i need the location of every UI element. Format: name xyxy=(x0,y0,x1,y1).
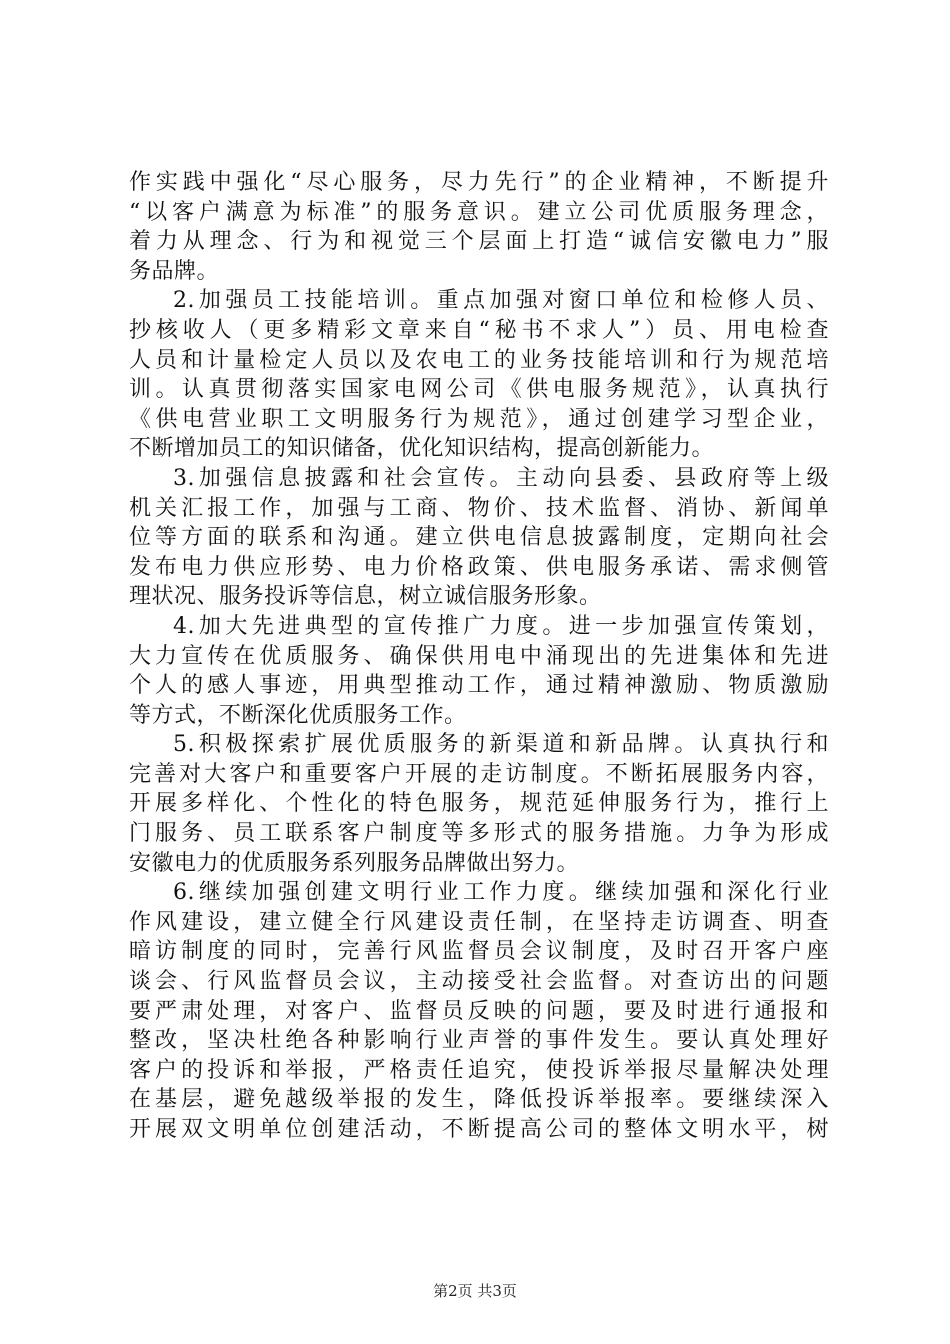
text-line: 作风建设，建立健全行风建设责任制，在坚持走访调查、明查 xyxy=(129,909,829,935)
text-line: 要严肃处理，对客户、监督员反映的问题，要及时进行通报和 xyxy=(129,998,829,1024)
text-line: 4.加大先进典型的宣传推广力度。进一步加强宣传策划， xyxy=(173,613,829,639)
text-line: 机关汇报工作，加强与工商、物价、技术监督、消协、新闻单 xyxy=(129,495,829,521)
text-line: 训。认真贯彻落实国家电网公司《供电服务规范》，认真执行 xyxy=(129,377,829,403)
text-line: 个人的感人事迹，用典型推动工作，通过精神激励、物质激励 xyxy=(129,673,829,699)
text-line: 开展多样化、个性化的特色服务，规范延伸服务行为，推行上 xyxy=(129,791,829,817)
text-line: 谈会、行风监督员会议，主动接受社会监督。对查访出的问题 xyxy=(129,969,829,995)
text-line: 人员和计量检定人员以及农电工的业务技能培训和行为规范培 xyxy=(129,347,829,373)
document-body xyxy=(129,168,829,1145)
text-line: 着力从理念、行为和视觉三个层面上打造“诚信安徽电力”服 xyxy=(129,229,829,255)
text-line: 客户的投诉和举报，严格责任追究，使投诉举报尽量解决处理 xyxy=(129,1057,829,1083)
text-line: “以客户满意为标准”的服务意识。建立公司优质服务理念， xyxy=(129,199,829,225)
text-line: 抄核收人（更多精彩文章来自“秘书不求人”）员、用电检查 xyxy=(129,317,829,343)
text-line: 作实践中强化“尽心服务，尽力先行”的企业精神，不断提升 xyxy=(129,170,829,195)
text-line: 门服务、员工联系客户制度等多形式的服务措施。力争为形成 xyxy=(129,821,829,847)
text-line: 开展双文明单位创建活动，不断提高公司的整体文明水平，树 xyxy=(129,1117,829,1142)
text-line: 6.继续加强创建文明行业工作力度。继续加强和深化行业 xyxy=(173,880,829,906)
text-line: 3.加强信息披露和社会宣传。主动向县委、县政府等上级 xyxy=(173,465,829,491)
text-line: 2.加强员工技能培训。重点加强对窗口单位和检修人员、 xyxy=(173,288,829,314)
text-line: 等方式，不断深化优质服务工作。 xyxy=(129,702,467,728)
text-line: 整改，坚决杜绝各种影响行业声誉的事件发生。要认真处理好 xyxy=(129,1028,829,1054)
text-line: 理状况、服务投诉等信息，树立诚信服务形象。 xyxy=(129,584,602,610)
text-line: 位等方面的联系和沟通。建立供电信息披露制度，定期向社会 xyxy=(129,525,829,551)
page-footer: 第2页 共3页 xyxy=(433,1282,517,1300)
text-line: 《供电营业职工文明服务行为规范》，通过创建学习型企业， xyxy=(129,406,829,432)
text-line: 大力宣传在优质服务、确保供用电中涌现出的先进集体和先进 xyxy=(129,643,829,669)
text-line: 暗访制度的同时，完善行风监督员会议制度，及时召开客户座 xyxy=(129,939,829,965)
text-line: 安徽电力的优质服务系列服务品牌做出努力。 xyxy=(129,850,580,876)
text-line: 发布电力供应形势、电力价格政策、供电服务承诺、需求侧管 xyxy=(129,554,829,580)
text-line: 在基层，避免越级举报的发生，降低投诉举报率。要继续深入 xyxy=(129,1087,829,1113)
text-line: 5.积极探索扩展优质服务的新渠道和新品牌。认真执行和 xyxy=(173,732,829,758)
text-line: 不断增加员工的知识储备，优化知识结构，提高创新能力。 xyxy=(129,436,715,462)
text-line: 完善对大客户和重要客户开展的走访制度。不断拓展服务内容， xyxy=(129,761,829,787)
text-line: 务品牌。 xyxy=(129,258,220,284)
